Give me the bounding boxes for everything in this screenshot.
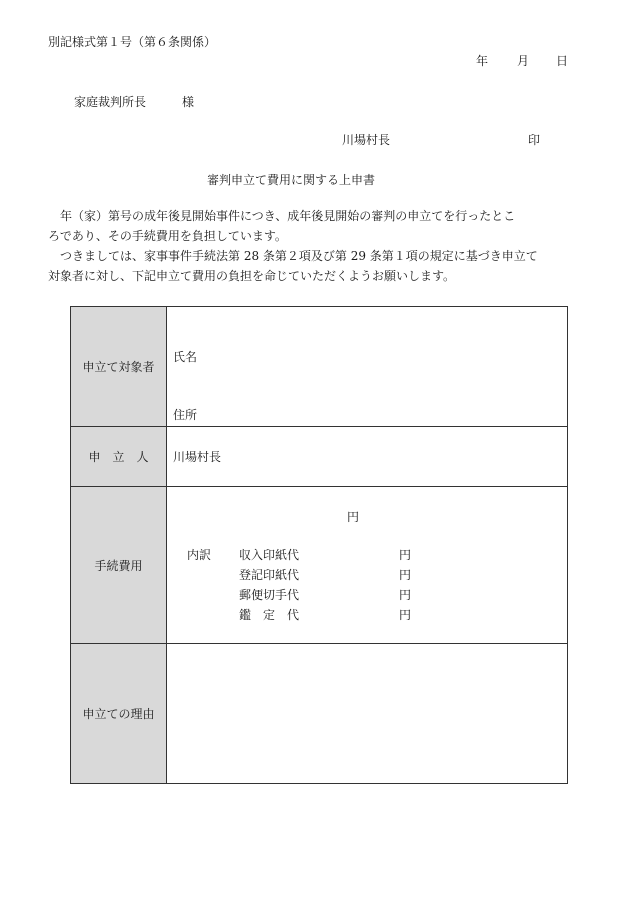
reason-cell — [167, 644, 568, 784]
applicant-cell — [167, 427, 568, 487]
cost-item-name: 収入印紙代 — [239, 548, 300, 562]
table-row — [71, 487, 568, 644]
date-month: 月 — [517, 54, 530, 68]
name-label: 氏名 — [173, 350, 198, 364]
date-year: 年 — [476, 54, 489, 68]
paragraph-line: 年（家）第号の成年後見開始事件につき、成年後見開始の審判の申立てを行ったとこ — [48, 209, 516, 223]
recipient-name: 家庭裁判所長 — [74, 95, 147, 109]
applicant-label: 申 立 人 — [71, 427, 167, 487]
document-title: 審判申立て費用に関する上申書 — [207, 173, 376, 187]
cost-total-yen: 円 — [347, 510, 360, 524]
cost-item-unit: 円 — [399, 588, 412, 602]
paragraph-line: つきましては、家事事件手続法第 28 条第２項及び第 29 条第１項の規定に基づき申立て — [48, 249, 538, 263]
address-label: 住所 — [173, 408, 198, 422]
application-table — [70, 306, 568, 784]
reason-label: 申立ての理由 — [71, 644, 167, 784]
applicant-value: 川場村長 — [173, 450, 222, 464]
date-day: 日 — [556, 54, 569, 68]
breakdown-label: 内訳 — [187, 548, 212, 562]
paragraph-line: ろであり、その手続費用を負担しています。 — [48, 229, 287, 243]
cost-item-name: 登記印紙代 — [239, 568, 300, 582]
cost-cell — [167, 487, 568, 644]
table-row — [71, 307, 568, 427]
cost-item-unit: 円 — [399, 608, 412, 622]
form-number: 別記様式第１号（第６条関係） — [48, 35, 217, 49]
cost-item-unit: 円 — [399, 568, 412, 582]
seal-mark: 印 — [528, 133, 541, 147]
cost-item-unit: 円 — [399, 548, 412, 562]
recipient-suffix: 様 — [182, 95, 195, 109]
cost-item-name: 鑑 定 代 — [239, 608, 300, 622]
cost-label: 手続費用 — [71, 487, 167, 644]
table-row — [71, 427, 568, 487]
paragraph-line: 対象者に対し、下記申立て費用の負担を命じていただくようお願いします。 — [48, 269, 456, 283]
target-label: 申立て対象者 — [71, 307, 167, 427]
target-cell — [167, 307, 568, 427]
sender-name: 川場村長 — [342, 133, 391, 147]
cost-item-name: 郵便切手代 — [239, 588, 300, 602]
table-row — [71, 644, 568, 784]
